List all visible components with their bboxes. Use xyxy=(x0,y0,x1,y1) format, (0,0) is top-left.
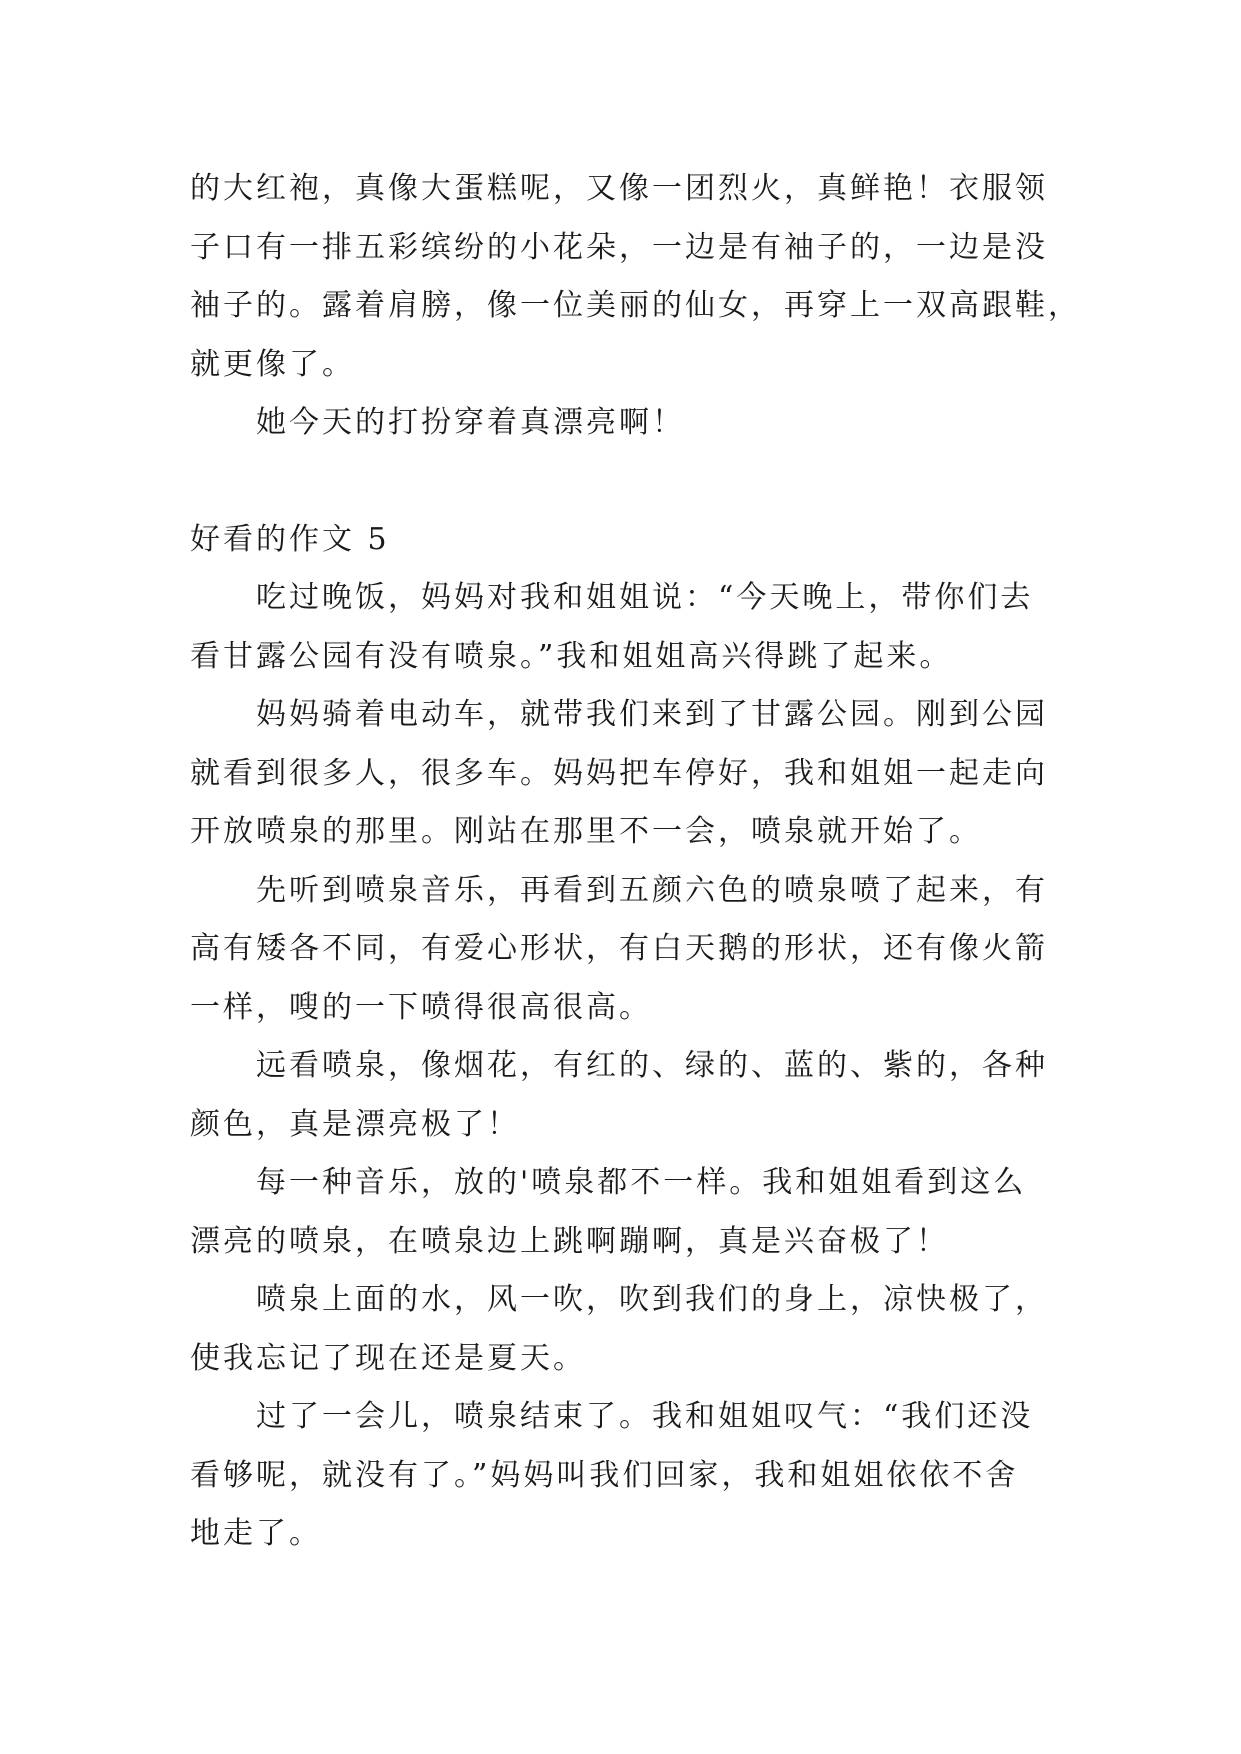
text-line: 就看到很多人，很多车。妈妈把车停好，我和姐姐一起走向 xyxy=(190,755,1048,791)
paragraph-2 xyxy=(190,686,1050,862)
document-body xyxy=(190,160,1081,1564)
text-line: 漂亮的喷泉，在喷泉边上跳啊蹦啊，真是兴奋极了！ xyxy=(190,1223,949,1259)
text-line: 吃过晚饭，妈妈对我和姐姐说：“今天晚上，带你们去 xyxy=(256,580,1034,615)
text-line: 地走了。 xyxy=(190,1516,322,1551)
text-line: 过了一会儿，喷泉结束了。我和姐姐叹气：“我们还没 xyxy=(256,1399,1034,1434)
text-line: 看甘露公园有没有喷泉。”我和姐姐高兴得跳了起来。 xyxy=(190,638,953,674)
paragraph-3 xyxy=(190,862,1050,1038)
text-line: 高有矮各不同，有爱心形状，有白天鹅的形状，还有像火箭 xyxy=(190,931,1048,966)
text-line: 开放喷泉的那里。刚站在那里不一会，喷泉就开始了。 xyxy=(190,814,982,849)
text-line: 子口有一排五彩缤纷的小花朵，一边是有袖子的，一边是没 xyxy=(190,229,1048,265)
text-line: 每一种音乐，放的'喷泉都不一样。我和姐姐看到这么 xyxy=(256,1165,1027,1200)
section-title: 好看的作文 5 xyxy=(190,521,390,557)
text-line: 远看喷泉，像烟花，有红的、绿的、蓝的、紫的，各种 xyxy=(256,1048,1048,1083)
intro-paragraph xyxy=(190,160,1081,394)
spacer xyxy=(190,453,1050,511)
paragraph-4 xyxy=(190,1037,1050,1154)
text-line: 看够呢，就没有了。”妈妈叫我们回家，我和姐姐依依不舍 xyxy=(190,1457,1019,1493)
text-line: 喷泉上面的水，风一吹，吹到我们的身上，凉快极了， xyxy=(256,1282,1048,1317)
text-line: 就更像了。 xyxy=(190,346,355,382)
closing-line: 她今天的打扮穿着真漂亮啊！ xyxy=(256,405,685,440)
paragraph-1 xyxy=(190,569,1050,686)
text-line: 使我忘记了现在还是夏天。 xyxy=(190,1340,586,1376)
text-line: 袖子的。露着肩膀，像一位美丽的仙女，再穿上一双高跟鞋， xyxy=(190,288,1081,323)
paragraph-7 xyxy=(190,1388,1050,1564)
paragraph-6 xyxy=(190,1271,1050,1388)
paragraph-5 xyxy=(190,1154,1050,1271)
text-line: 妈妈骑着电动车，就带我们来到了甘露公园。刚到公园 xyxy=(256,697,1048,732)
text-line: 颜色，真是漂亮极了！ xyxy=(190,1106,520,1142)
text-line: 一样，嗖的一下喷得很高很高。 xyxy=(190,989,652,1025)
text-line: 先听到喷泉音乐，再看到五颜六色的喷泉喷了起来，有 xyxy=(256,872,1048,908)
text-line: 的大红袍，真像大蛋糕呢，又像一团烈火，真鲜艳！衣服领 xyxy=(190,171,1048,206)
